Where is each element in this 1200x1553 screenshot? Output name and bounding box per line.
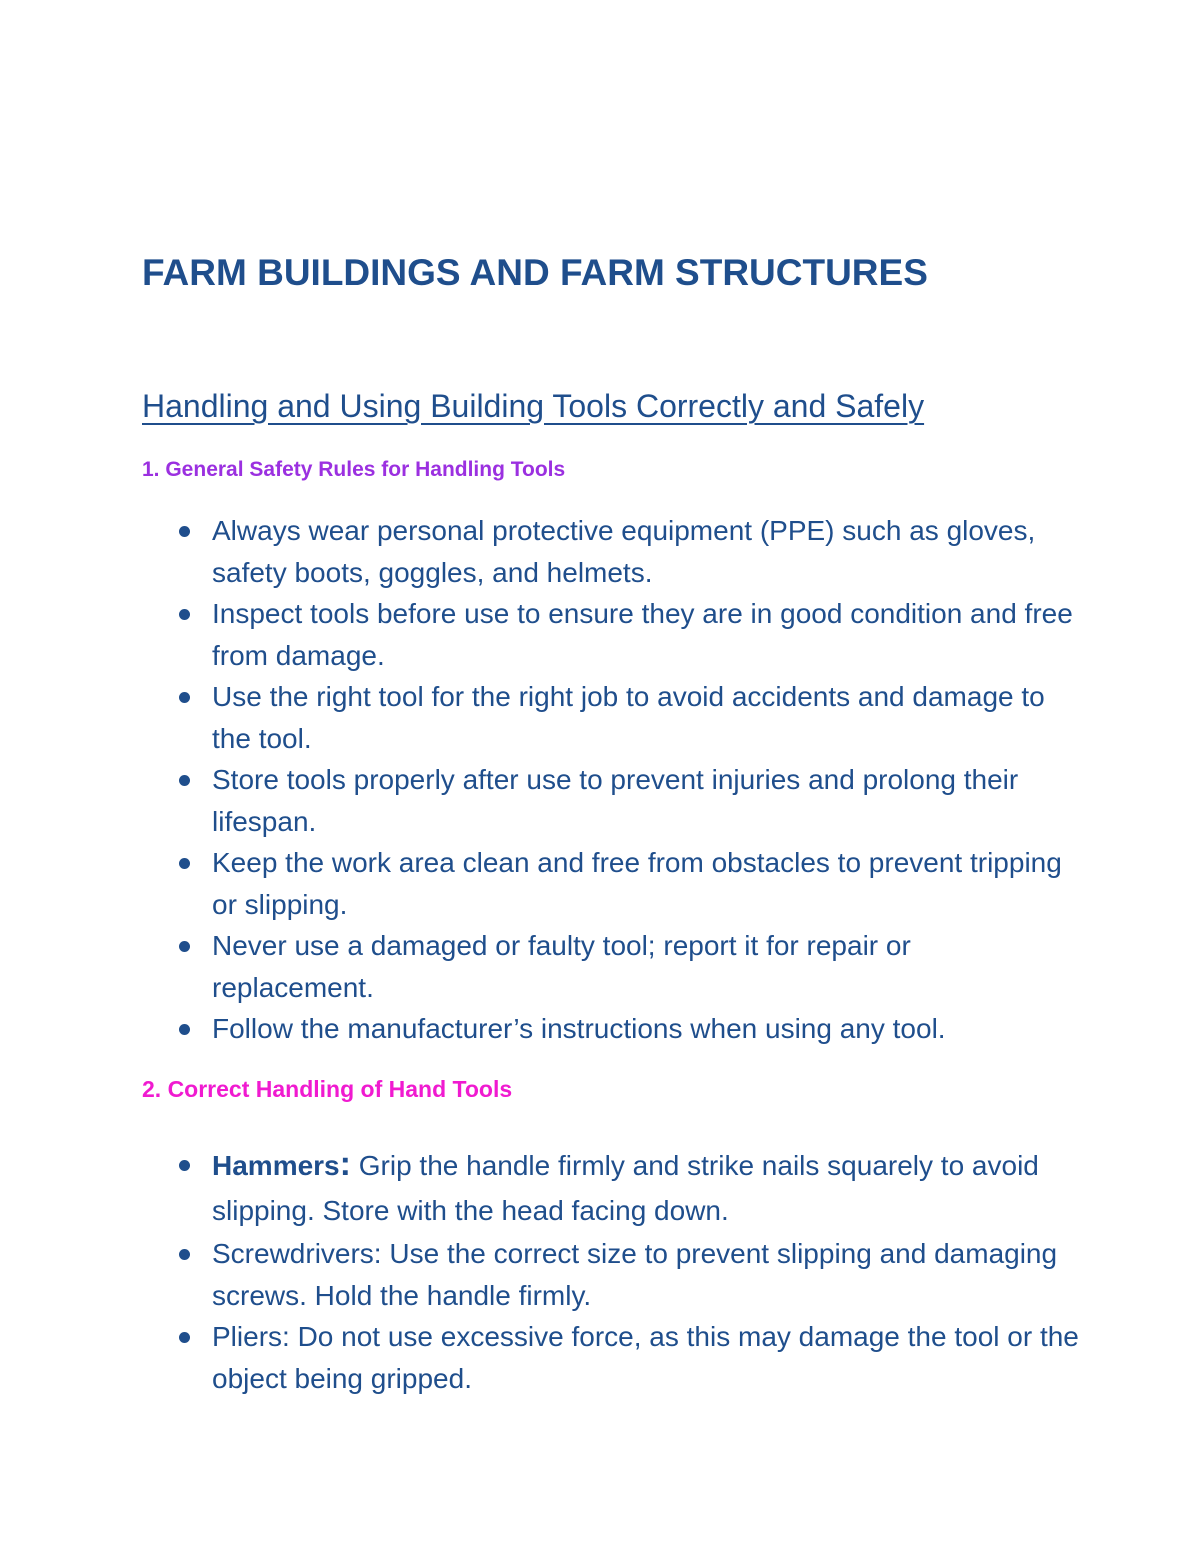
bullet-icon [179,526,190,537]
list-item-text: Use the right tool for the right job to avoid accidents and damage to the tool. [212,681,1045,754]
list-item-hammers [0,1142,1200,1233]
list-item [0,925,1200,1008]
bullet-icon [179,609,190,620]
bullet-icon [179,1249,190,1260]
bullet-icon [179,775,190,786]
list-item-text: Screwdrivers: Use the correct size to prevent slipping and damaging screws. Hold the handle firmly. [212,1238,1058,1311]
bullet-icon [179,1332,190,1343]
list-item-text: Inspect tools before use to ensure they are in good condition and free from damage. [212,598,1073,671]
hammers-colon: : [339,1145,351,1183]
list-item-text: Keep the work area clean and free from obstacles to prevent tripping or slipping. [212,847,1062,920]
bullet-icon [179,1024,190,1035]
document-subtitle: Handling and Using Building Tools Correctly and Safely [142,388,925,424]
list-item [0,510,1200,593]
list-item-text: Store tools properly after use to prevent injuries and prolong their lifespan. [212,764,1019,837]
bullet-icon [179,858,190,869]
section2-heading: 2. Correct Handling of Hand Tools [142,1076,513,1102]
bullet-icon [179,941,190,952]
bullet-icon [179,692,190,703]
list-item-pliers [0,1316,1200,1399]
section2-list [0,1142,1200,1399]
list-item [0,593,1200,676]
section1-heading: 1. General Safety Rules for Handling Tools [142,458,566,481]
list-item [0,842,1200,925]
document-title: FARM BUILDINGS AND FARM STRUCTURES [142,252,928,293]
list-item-text: Never use a damaged or faulty tool; report it for repair or replacement. [212,930,911,1003]
list-item [0,676,1200,759]
list-item-text: Always wear personal protective equipment (PPE) such as gloves, safety boots, goggles, and helmets. [212,515,1036,588]
list-item-screwdrivers [0,1233,1200,1316]
list-item [0,1008,1200,1050]
bullet-icon [179,1160,190,1171]
list-item [0,759,1200,842]
list-item-text: Pliers: Do not use excessive force, as this may damage the tool or the object being gripped. [212,1321,1079,1394]
hammers-text: Grip the handle firmly and strike nails squarely to avoid slipping. Store with the head facing down. [212,1150,1039,1226]
list-item-text: Follow the manufacturer’s instructions when using any tool. [212,1013,946,1044]
hammers-term: Hammers [212,1150,340,1181]
section1-list [0,510,1200,1050]
